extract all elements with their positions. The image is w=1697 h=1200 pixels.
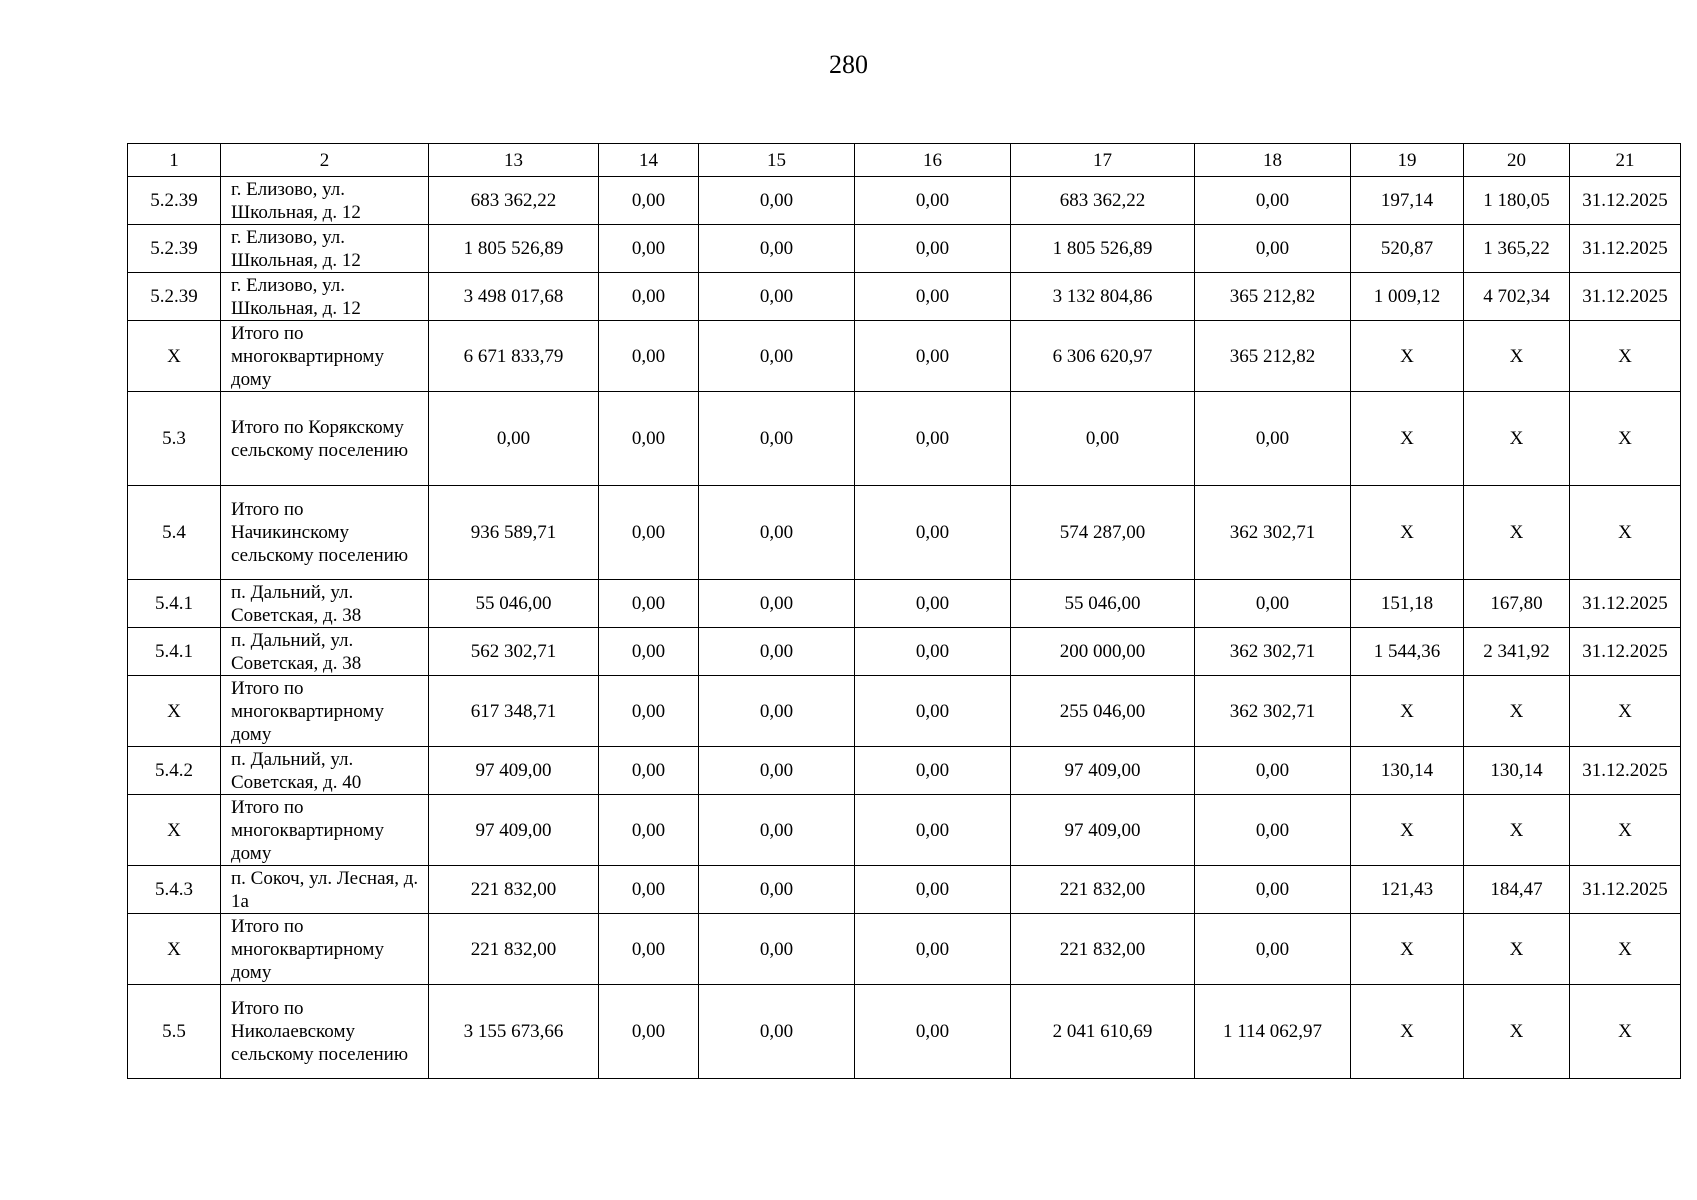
value-cell: X [1464,676,1570,747]
value-cell: X [1464,392,1570,486]
value-cell: 121,43 [1351,866,1464,914]
value-cell: X [1351,392,1464,486]
value-cell: X [1464,985,1570,1079]
value-cell: 0,00 [1195,795,1351,866]
value-cell: 0,00 [699,321,855,392]
value-cell: 0,00 [1195,914,1351,985]
value-cell: 1 805 526,89 [1011,225,1195,273]
table-row [128,628,1681,676]
row-code-cell: 5.4.2 [128,747,221,795]
value-cell: 221 832,00 [429,914,599,985]
value-cell: 936 589,71 [429,486,599,580]
value-cell: 221 832,00 [1011,914,1195,985]
value-cell: 31.12.2025 [1570,225,1681,273]
row-name-cell: п. Дальний, ул. Советская, д. 40 [221,747,429,795]
value-cell: 0,00 [855,628,1011,676]
table-body [128,177,1681,1079]
value-cell: 31.12.2025 [1570,866,1681,914]
value-cell: 31.12.2025 [1570,580,1681,628]
header-cell: 20 [1464,144,1570,177]
value-cell: 0,00 [1195,580,1351,628]
value-cell: X [1570,321,1681,392]
value-cell: 0,00 [1195,392,1351,486]
row-name-cell: г. Елизово, ул. Школьная, д. 12 [221,273,429,321]
value-cell: 362 302,71 [1195,676,1351,747]
value-cell: 0,00 [1011,392,1195,486]
value-cell: 0,00 [599,392,699,486]
value-cell: 0,00 [855,676,1011,747]
value-cell: 683 362,22 [1011,177,1195,225]
value-cell: 31.12.2025 [1570,747,1681,795]
value-cell: 0,00 [599,177,699,225]
value-cell: 617 348,71 [429,676,599,747]
value-cell: 0,00 [599,914,699,985]
table-row [128,795,1681,866]
row-code-cell: 5.4 [128,486,221,580]
value-cell: 0,00 [429,392,599,486]
value-cell: 520,87 [1351,225,1464,273]
row-code-cell: X [128,914,221,985]
value-cell: X [1351,321,1464,392]
value-cell: X [1464,321,1570,392]
value-cell: 55 046,00 [429,580,599,628]
value-cell: 97 409,00 [429,795,599,866]
value-cell: 31.12.2025 [1570,628,1681,676]
value-cell: X [1570,392,1681,486]
value-cell: 0,00 [599,580,699,628]
value-cell: 0,00 [699,225,855,273]
row-name-cell: Итого по многоквартирному дому [221,676,429,747]
row-code-cell: X [128,676,221,747]
value-cell: 2 341,92 [1464,628,1570,676]
value-cell: 0,00 [699,985,855,1079]
row-name-cell: Итого по многоквартирному дому [221,321,429,392]
value-cell: 0,00 [855,795,1011,866]
value-cell: 97 409,00 [1011,747,1195,795]
row-code-cell: X [128,795,221,866]
budget-table [127,143,1681,1079]
header-cell: 15 [699,144,855,177]
row-name-cell: Итого по многоквартирному дому [221,795,429,866]
value-cell: 0,00 [855,580,1011,628]
row-name-cell: п. Сокоч, ул. Лесная, д. 1а [221,866,429,914]
value-cell: 31.12.2025 [1570,273,1681,321]
value-cell: 362 302,71 [1195,628,1351,676]
value-cell: 0,00 [699,177,855,225]
row-code-cell: X [128,321,221,392]
value-cell: 574 287,00 [1011,486,1195,580]
row-name-cell: г. Елизово, ул. Школьная, д. 12 [221,225,429,273]
value-cell: 0,00 [699,795,855,866]
header-cell: 17 [1011,144,1195,177]
value-cell: 0,00 [699,914,855,985]
value-cell: 130,14 [1464,747,1570,795]
value-cell: 0,00 [599,486,699,580]
table-row [128,486,1681,580]
table-row [128,177,1681,225]
value-cell: 0,00 [699,866,855,914]
value-cell: 0,00 [855,321,1011,392]
value-cell: 1 114 062,97 [1195,985,1351,1079]
table-row [128,985,1681,1079]
table-row [128,273,1681,321]
value-cell: 6 306 620,97 [1011,321,1195,392]
value-cell: 1 009,12 [1351,273,1464,321]
value-cell: 55 046,00 [1011,580,1195,628]
value-cell: 151,18 [1351,580,1464,628]
value-cell: 31.12.2025 [1570,177,1681,225]
table-row [128,321,1681,392]
table-row [128,747,1681,795]
value-cell: 0,00 [699,676,855,747]
value-cell: 0,00 [855,866,1011,914]
row-code-cell: 5.2.39 [128,225,221,273]
row-code-cell: 5.2.39 [128,177,221,225]
value-cell: 3 132 804,86 [1011,273,1195,321]
value-cell: 6 671 833,79 [429,321,599,392]
table-row [128,866,1681,914]
value-cell: X [1570,914,1681,985]
value-cell: 184,47 [1464,866,1570,914]
header-cell: 2 [221,144,429,177]
header-cell: 21 [1570,144,1681,177]
value-cell: 0,00 [699,747,855,795]
value-cell: 97 409,00 [429,747,599,795]
value-cell: 362 302,71 [1195,486,1351,580]
value-cell: 1 365,22 [1464,225,1570,273]
table-row [128,914,1681,985]
value-cell: X [1570,795,1681,866]
value-cell: 0,00 [699,628,855,676]
row-name-cell: Итого по многоквартирному дому [221,914,429,985]
value-cell: 0,00 [699,273,855,321]
table-row [128,580,1681,628]
value-cell: 255 046,00 [1011,676,1195,747]
table-row [128,392,1681,486]
page-number: 280 [829,50,868,79]
value-cell: 0,00 [599,225,699,273]
value-cell: 1 544,36 [1351,628,1464,676]
value-cell: 0,00 [855,747,1011,795]
header-cell: 14 [599,144,699,177]
value-cell: X [1570,676,1681,747]
value-cell: 0,00 [599,866,699,914]
table-row [128,225,1681,273]
value-cell: X [1570,985,1681,1079]
value-cell: 221 832,00 [1011,866,1195,914]
value-cell: 0,00 [855,225,1011,273]
row-code-cell: 5.3 [128,392,221,486]
value-cell: X [1351,486,1464,580]
value-cell: 365 212,82 [1195,321,1351,392]
value-cell: 0,00 [599,676,699,747]
value-cell: X [1570,486,1681,580]
row-name-cell: Итого по Корякскому сельскому поселению [221,392,429,486]
value-cell: 0,00 [855,914,1011,985]
value-cell: X [1351,795,1464,866]
row-name-cell: Итого по Начикинскому сельскому поселению [221,486,429,580]
row-name-cell: п. Дальний, ул. Советская, д. 38 [221,580,429,628]
value-cell: 1 180,05 [1464,177,1570,225]
value-cell: 200 000,00 [1011,628,1195,676]
header-row [128,144,1681,177]
value-cell: 97 409,00 [1011,795,1195,866]
table-row [128,676,1681,747]
value-cell: 0,00 [599,321,699,392]
value-cell: X [1464,914,1570,985]
header-cell: 13 [429,144,599,177]
value-cell: X [1464,795,1570,866]
value-cell: 0,00 [599,628,699,676]
row-name-cell: г. Елизово, ул. Школьная, д. 12 [221,177,429,225]
value-cell: 2 041 610,69 [1011,985,1195,1079]
header-cell: 1 [128,144,221,177]
row-name-cell: Итого по Николаевскому сельскому поселению [221,985,429,1079]
row-code-cell: 5.2.39 [128,273,221,321]
value-cell: 0,00 [699,580,855,628]
header-cell: 18 [1195,144,1351,177]
value-cell: 167,80 [1464,580,1570,628]
value-cell: 562 302,71 [429,628,599,676]
value-cell: X [1351,676,1464,747]
value-cell: 0,00 [1195,225,1351,273]
header-cell: 19 [1351,144,1464,177]
value-cell: 130,14 [1351,747,1464,795]
row-code-cell: 5.4.1 [128,580,221,628]
value-cell: 0,00 [855,392,1011,486]
value-cell: 0,00 [599,985,699,1079]
value-cell: 0,00 [855,985,1011,1079]
value-cell: 0,00 [855,486,1011,580]
value-cell: X [1351,985,1464,1079]
value-cell: X [1351,914,1464,985]
row-code-cell: 5.4.1 [128,628,221,676]
value-cell: 221 832,00 [429,866,599,914]
row-name-cell: п. Дальний, ул. Советская, д. 38 [221,628,429,676]
value-cell: 683 362,22 [429,177,599,225]
value-cell: 0,00 [1195,177,1351,225]
value-cell: 0,00 [699,486,855,580]
value-cell: 0,00 [1195,747,1351,795]
value-cell: 197,14 [1351,177,1464,225]
header-cell: 16 [855,144,1011,177]
value-cell: 3 498 017,68 [429,273,599,321]
row-code-cell: 5.5 [128,985,221,1079]
value-cell: 365 212,82 [1195,273,1351,321]
value-cell: 0,00 [599,795,699,866]
value-cell: 1 805 526,89 [429,225,599,273]
value-cell: 0,00 [599,273,699,321]
value-cell: 4 702,34 [1464,273,1570,321]
value-cell: 0,00 [699,392,855,486]
value-cell: 0,00 [1195,866,1351,914]
value-cell: 0,00 [599,747,699,795]
value-cell: 3 155 673,66 [429,985,599,1079]
value-cell: 0,00 [855,177,1011,225]
row-code-cell: 5.4.3 [128,866,221,914]
value-cell: 0,00 [855,273,1011,321]
value-cell: X [1464,486,1570,580]
